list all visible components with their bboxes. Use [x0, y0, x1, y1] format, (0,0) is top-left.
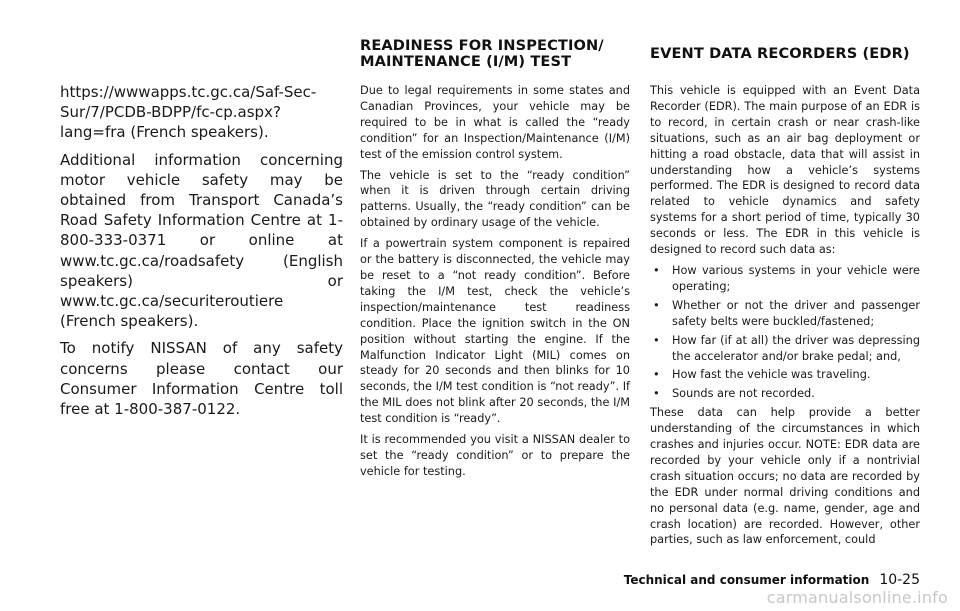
- list-item: • How various systems in your vehicle were operating;: [653, 263, 920, 293]
- edr-bullet-list: [650, 263, 920, 402]
- readiness-heading: [360, 38, 640, 69]
- url-paragraph: https://wwwapps.tc.gc.ca/Saf-Sec-Sur/7/PCDB-BDPP/fc-cp.aspx?lang=fra (French speakers).: [60, 83, 317, 142]
- readiness-heading-line2: MAINTENANCE (I/M) TEST: [360, 52, 572, 70]
- bullet-icon: •: [653, 368, 660, 382]
- watermark: carmanualsonline.info: [766, 588, 948, 607]
- list-item: • Sounds are not recorded.: [653, 387, 815, 401]
- readiness-paragraph-3: If a powertrain system component is repaired or the battery is disconnected, the vehicle may be reset to a “not ready condition”. Before taking the I/M test, check the vehicle’s inspection/maintenance test readiness condition. Place the ignition switch in the ON position without starting the engine. If the Malfunction Indicator Light (MIL) comes on steady for 20 seconds and then blinks for 10 seconds, the I/M test condition is “not ready”. If the MIL does not blink after 20 seconds, the I/M test condition is “ready”.: [360, 237, 630, 426]
- readiness-paragraph-2: The vehicle is set to the “ready condition” when it is driven through certain driving patterns. Usually, the “ready condition” can be obtained by ordinary usage of the vehicle.: [360, 168, 630, 230]
- list-item: • Whether or not the driver and passenger safety belts were buckled/fastened;: [653, 298, 920, 328]
- edr-heading: EVENT DATA RECORDERS (EDR): [650, 45, 910, 62]
- transport-canada-paragraph: Additional information concerning motor vehicle safety may be obtained from Transport Canada’s Road Safety Information Centre at 1-800-333-0371 or online at www.tc.gc.ca/roadsafety (English speakers) or www.tc.gc.ca/securiteroutiere (French speakers).: [60, 150, 343, 331]
- bullet-icon: •: [653, 333, 660, 347]
- page-footer: [624, 572, 920, 588]
- readiness-heading-line1: READINESS FOR INSPECTION/: [360, 37, 604, 54]
- edr-body: [650, 83, 920, 553]
- readiness-paragraph-1: Due to legal requirements in some states and Canadian Provinces, your vehicle may be required to be in what is called the “ready condition” for an Inspection/Maintenance (I/M) test of the emission control system.: [360, 84, 630, 161]
- edr-outro-paragraph: These data can help provide a better understanding of the circumstances in which crashes and injuries occur. NOTE: EDR data are recorded by your vehicle only if a nontrivial crash situation occurs; no data are recorded by the EDR under normal driving conditions and no personal data (e.g. name, gender, age and crash location) are recorded. However, other parties, such as law enforcement, could: [650, 406, 920, 547]
- list-item: • How fast the vehicle was traveling.: [653, 368, 871, 382]
- list-item: • How far (if at all) the driver was depressing the accelerator and/or brake pedal; and,: [653, 333, 920, 363]
- left-column: [60, 82, 343, 426]
- readiness-body: [360, 83, 630, 485]
- readiness-paragraph-4: It is recommended you visit a NISSAN dealer to set the “ready condition” or to prepare the vehicle for testing.: [360, 433, 630, 478]
- bullet-icon: •: [653, 298, 660, 312]
- edr-intro-paragraph: This vehicle is equipped with an Event Data Recorder (EDR). The main purpose of an EDR is to record, in certain crash or near crash-like situations, such as an air bag deployment or hitting a road obstacle, data that will assist in understanding how a vehicle’s systems performed. The EDR is designed to record data related to vehicle dynamics and safety systems for a short period of time, typically 30 seconds or less. The EDR in this vehicle is designed to record such data as:: [650, 84, 920, 257]
- bullet-icon: •: [653, 263, 660, 277]
- page-number: 10-25: [879, 572, 920, 588]
- notify-nissan-paragraph: To notify NISSAN of any safety concerns please contact our Consumer Information Centre toll free at 1-800-387-0122.: [60, 339, 343, 419]
- footer-section-title: Technical and consumer information: [623, 573, 870, 587]
- bullet-icon: •: [653, 387, 660, 401]
